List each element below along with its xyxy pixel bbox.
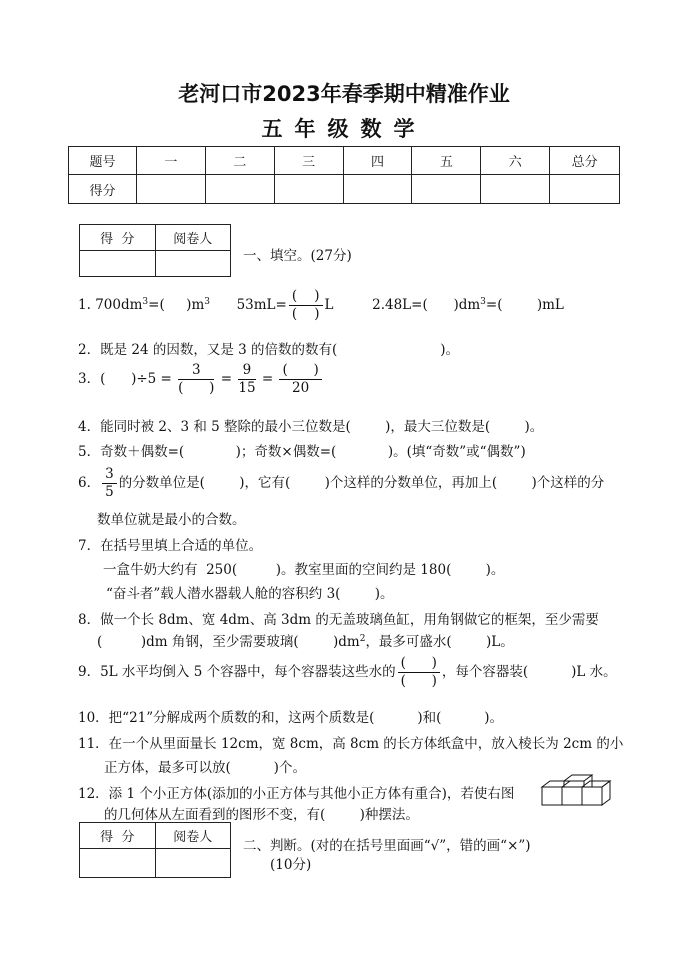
q12-line-2: 的几何体从左面看到的图形不变，有( )种摆法。 <box>104 807 419 823</box>
question-4: 4．能同时被 2、3 和 5 整除的最小三位数是( )，最大三位数是( )。 <box>78 419 544 435</box>
score-header-cell: 二 <box>205 147 274 175</box>
question-2: 2．既是 24 的因数，又是 3 的倍数的数有( )。 <box>78 342 460 358</box>
q11-line-2: 正方体，最多可以放( )个。 <box>104 760 306 776</box>
score-header-cell: 五 <box>412 147 481 175</box>
question-6 <box>78 466 604 501</box>
equals-sign: = <box>220 371 233 387</box>
question-9: 9．5L 水平均倒入 5 个容器中，每个容器装这些水的 $\frac{( )}{( )}$ ，每个容器装( )L 水。 <box>78 655 617 689</box>
q7-line-2: “奋斗者”载人潜水器载人舱的容积约 3( )。 <box>106 586 394 602</box>
cube-figure-image <box>540 772 612 808</box>
score-table-header-row <box>69 147 620 175</box>
question-12: 12．添 1 个小正方体(添加的小正方体与其他小正方体有重合)，若使右图 <box>78 786 515 802</box>
q9-fraction: $\frac{( )}{( )}$ <box>398 655 440 690</box>
score-header-cell: 六 <box>481 147 550 175</box>
score-table-score-row <box>69 175 620 204</box>
superscript: 3 <box>480 297 486 307</box>
q1-part-c: 2.48L=( )dm <box>372 297 481 313</box>
score-cell <box>412 175 481 204</box>
q1-part-a-blank: =( )m <box>148 297 205 313</box>
question-10: 10．把“21”分解成两个质数的和，这两个质数是( )和( )。 <box>78 710 504 726</box>
grader-box <box>79 822 231 878</box>
grader-name-label: 阅卷人 <box>155 823 230 849</box>
superscript: 2 <box>359 634 366 644</box>
page-title: 老河口市2023年春季期中精准作业 <box>178 82 510 106</box>
score-cell <box>205 175 274 204</box>
score-row-label: 得分 <box>69 175 137 204</box>
grader-name-cell <box>155 849 230 878</box>
question-3 <box>78 362 324 397</box>
question-5: 5．奇数＋偶数=( )；奇数×偶数=( )。(填“奇数”或“偶数”) <box>78 444 526 460</box>
grader-name-cell <box>155 251 230 277</box>
grader-score-label: 得 分 <box>80 225 156 251</box>
question-number: 1. <box>78 297 91 313</box>
section-1-heading: 一、填空。(27分) <box>243 248 352 264</box>
q3-fraction-1: $\frac{3}{( )}$ <box>178 362 215 396</box>
grader-score-label: 得 分 <box>80 823 156 849</box>
question-number: 6． <box>78 475 101 491</box>
superscript: 3 <box>142 297 149 307</box>
q3-fraction-3: $\frac{( )}{20}$ <box>279 362 321 397</box>
page-subtitle: 五年级数学 <box>261 117 427 141</box>
score-cell <box>136 175 205 204</box>
score-header-cell: 总分 <box>550 147 620 175</box>
question-1 <box>78 288 564 323</box>
q3-lead: 3．( )÷5 = <box>78 371 172 387</box>
question-8: 8．做一个长 8dm、宽 4dm、高 3dm 的无盖玻璃鱼缸，用角钢做它的框架，至少需要 <box>78 612 599 628</box>
score-header-cell: 三 <box>274 147 343 175</box>
q6-fraction: $\frac{3}{5}$ <box>102 466 117 501</box>
grader-box <box>79 224 231 277</box>
q7-line-1: 一盒牛奶大约有 250( )。教室里面的空间约是 180( )。 <box>103 562 505 578</box>
grader-score-cell <box>80 849 156 878</box>
q6-line-1: 的分数单位是( )，它有( )个这样的分数单位，再加上( )个这样的分 <box>118 475 605 491</box>
grader-score-cell <box>80 251 156 277</box>
score-cell <box>343 175 412 204</box>
equals-sign: = <box>261 371 274 387</box>
superscript: 3 <box>204 297 210 307</box>
q6-line-2: 数单位就是最小的合数。 <box>97 512 246 528</box>
q1-part-a: 700dm <box>95 297 143 313</box>
q1-part-b: 53mL= <box>236 297 287 313</box>
score-header-cell: 题号 <box>69 147 137 175</box>
section-2-points: (10分) <box>270 857 312 873</box>
q1-unit: L <box>324 297 334 313</box>
q8-line-2: ( )dm 角钢，至少需要玻璃( )$dm^2$，最多可盛水( )L。 <box>97 634 514 650</box>
score-cell <box>481 175 550 204</box>
q1-part-c-blank: =( )mL <box>485 297 564 313</box>
question-7: 7．在括号里填上合适的单位。 <box>78 538 263 554</box>
score-cell <box>550 175 620 204</box>
section-2-heading: 二、判断。(对的在括号里面画“√”，错的画“×”) <box>243 838 531 854</box>
question-11: 11．在一个从里面量长 12cm，宽 8cm，高 8cm 的长方体纸盒中，放入棱长为 2cm 的小 <box>78 736 624 752</box>
score-cell <box>274 175 343 204</box>
score-table <box>68 146 620 204</box>
q3-fraction-2: $\frac{9}{15}$ <box>238 362 256 396</box>
grader-name-label: 阅卷人 <box>155 225 230 251</box>
score-header-cell: 四 <box>343 147 412 175</box>
score-header-cell: 一 <box>136 147 205 175</box>
q1-fraction: $\frac{( )}{( )}$ <box>289 288 323 323</box>
